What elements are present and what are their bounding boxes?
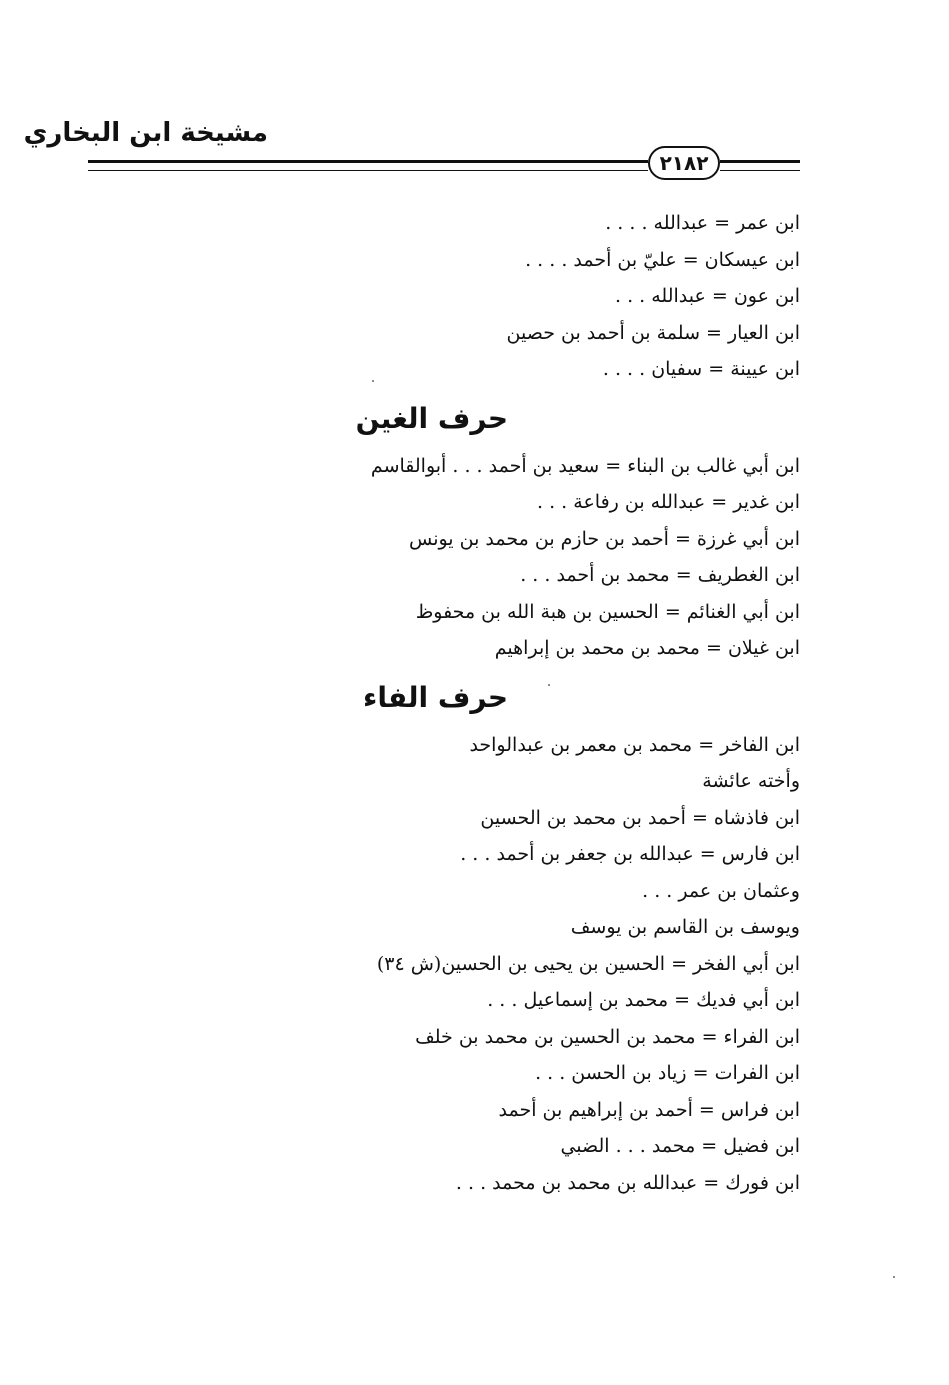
index-entry: ابن العيار = سلمة بن أحمد بن حصين bbox=[506, 321, 800, 344]
index-entry: ابن الفراء = محمد بن الحسين بن محمد بن خلف bbox=[415, 1025, 800, 1048]
index-entry: ابن فاذشاه = أحمد بن محمد بن الحسين bbox=[480, 806, 800, 829]
index-entry: ابن عمر = عبدالله . . . . bbox=[605, 212, 800, 234]
header-rule-right-thin bbox=[720, 170, 800, 171]
index-content bbox=[355, 205, 800, 1201]
index-entry: ابن فراس = أحمد بن إبراهيم بن أحمد bbox=[498, 1098, 800, 1121]
header-rule-thin bbox=[88, 170, 648, 171]
section-ghayn bbox=[355, 388, 800, 667]
index-entry: ابن غدير = عبدالله بن رفاعة . . . bbox=[537, 491, 800, 513]
page-header bbox=[0, 0, 949, 190]
index-entry: ابن أبي غالب بن البناء = سعيد بن أحمد . . . أبوالقاسم bbox=[370, 454, 800, 477]
index-entry: ابن غيلان = محمد بن محمد بن إبراهيم bbox=[494, 637, 800, 659]
index-entry: ابن أبي الغنائم = الحسين بن هبة الله بن محفوظ bbox=[415, 600, 800, 623]
index-entry: ابن الفاخر = محمد بن معمر بن عبدالواحد bbox=[469, 733, 800, 756]
index-entry: ابن أبي الفخر = الحسين بن يحيى بن الحسين(ش ٣٤) bbox=[376, 952, 800, 975]
book-title: مشيخة ابن البخاري bbox=[23, 118, 268, 148]
index-entry: ابن أبي فديك = محمد بن إسماعيل . . . bbox=[487, 989, 800, 1011]
index-entry: ابن عون = عبدالله . . . bbox=[615, 285, 800, 307]
index-entry: ابن فضيل = محمد . . . الضبي bbox=[560, 1135, 800, 1157]
index-entry: وأخته عائشة bbox=[702, 770, 800, 792]
header-rule-right-thick bbox=[720, 160, 800, 163]
section-ayn bbox=[360, 205, 800, 388]
page-number: ٢١٨٢ bbox=[648, 146, 720, 180]
index-entry: ابن عيسكان = عليّ بن أحمد . . . . bbox=[525, 248, 800, 271]
scan-speck bbox=[372, 380, 374, 382]
index-entry: ابن فارس = عبدالله بن جعفر بن أحمد . . . bbox=[460, 843, 800, 865]
index-entry: ابن فورك = عبدالله بن محمد بن محمد . . . bbox=[455, 1171, 800, 1194]
index-entry: ابن الغطريف = محمد بن أحمد . . . bbox=[520, 564, 800, 586]
section-heading: حرف الغين bbox=[355, 401, 508, 435]
index-entry: ابن أبي غرزة = أحمد بن حازم بن محمد بن يونس bbox=[408, 527, 800, 550]
index-entry: ويوسف بن القاسم بن يوسف bbox=[570, 916, 800, 938]
scan-speck bbox=[893, 1276, 895, 1278]
header-rule-thick bbox=[88, 160, 648, 163]
index-entry: وعثمان بن عمر . . . bbox=[642, 879, 800, 902]
section-heading: حرف الفاء bbox=[363, 680, 508, 714]
section-fa bbox=[360, 667, 800, 1202]
scan-speck bbox=[548, 684, 550, 686]
index-entry: ابن عيينة = سفيان . . . . bbox=[602, 358, 800, 380]
index-entry: ابن الفرات = زياد بن الحسن . . . bbox=[535, 1062, 800, 1084]
